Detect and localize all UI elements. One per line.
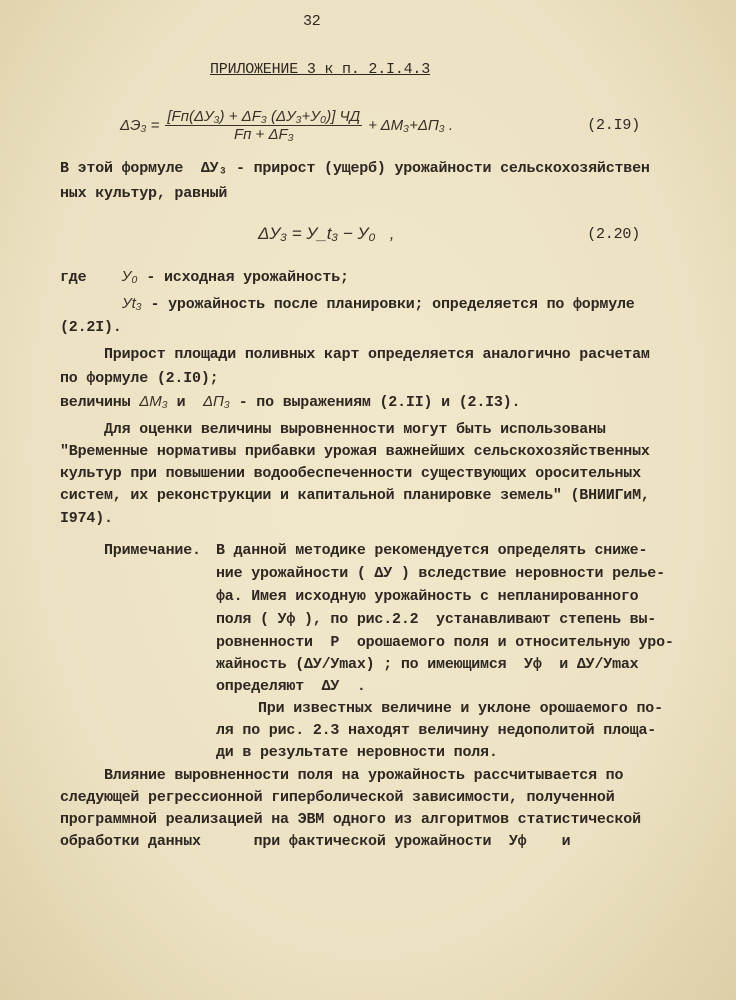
note-line: ровненности P орошаемого поля и относительную уро- — [216, 634, 674, 651]
text-line: Влияние выровненности поля на урожайность рассчитывается по — [104, 767, 624, 784]
note-label: Примечание. — [104, 542, 201, 559]
note-line: фа. Имея исходную урожайность с непланированного — [216, 588, 639, 605]
formula-rhs: + ΔM₃+ΔП₃ . — [368, 117, 454, 134]
text-line: культур при повышении водообеспеченности существующих оросительных — [60, 465, 641, 482]
formula-fraction — [165, 108, 362, 143]
text-line: Для оценки величины выровненности могут быть использованы — [104, 421, 606, 438]
page-number: 32 — [303, 13, 321, 30]
note-line: В данной методике рекомендуется определять сниже- — [216, 542, 648, 559]
formula-2-19 — [120, 108, 640, 143]
symbol: ΔП₃ — [202, 393, 230, 410]
note-line: определяют ΔУ . — [216, 678, 366, 695]
note-line: поля ( Уф ), по рис.2.2 устанавливают степень вы- — [216, 611, 657, 628]
text-line: ных культур, равный — [60, 185, 228, 202]
formula-lhs: ΔЭ₃ = — [120, 117, 160, 134]
text-line: по формуле (2.I0); — [60, 370, 219, 387]
text: величины — [60, 394, 131, 411]
where-label: где — [60, 269, 87, 286]
note-line: ние урожайности ( ΔУ ) вследствие неровности релье- — [216, 565, 665, 582]
text: и — [176, 394, 186, 411]
formula-label: (2.I9) — [587, 117, 640, 134]
note-line: ди в результате неровности поля. — [216, 744, 498, 761]
symbol-yt3: Уt₃ — [122, 295, 142, 312]
page-title: ПРИЛОЖЕНИЕ 3 к п. 2.I.4.3 — [210, 61, 431, 78]
text-line: программной реализацией на ЭВМ одного из алгоритмов статистической — [60, 811, 641, 828]
text-line: Прирост площади поливных карт определяется аналогично расчетам — [104, 346, 650, 363]
text-line: (2.2I). — [60, 319, 122, 336]
text-line: обработки данных при фактической урожайности Уф и — [60, 833, 571, 850]
note-line: При известных величине и уклоне орошаемого по- — [258, 700, 663, 717]
text-line: систем, их реконструкции и капитальной планировке земель" (ВНИИГиМ, — [60, 487, 650, 504]
note-line: жайность (ΔУ/Уmax) ; по имеющимся Уф и ΔУ/Уmax — [216, 656, 639, 673]
formula-2-20: ΔУ₃ = У_t₃ − У₀ , — [258, 224, 395, 243]
symbol-y0: У₀ — [121, 268, 138, 285]
definition-text: - исходная урожайность; — [146, 269, 349, 286]
formula-label: (2.20) — [587, 225, 640, 243]
text-line — [60, 393, 520, 411]
definition-yt3 — [122, 295, 635, 313]
text-line: следующей регрессионной гиперболической зависимости, полученной — [60, 789, 615, 806]
text-line: В этой формуле ΔУ₃ - прирост (ущерб) урожайности сельскохозяйствен — [60, 160, 650, 177]
formula-2-20-row — [258, 224, 640, 244]
text-line: I974). — [60, 510, 113, 527]
definition-y0 — [60, 268, 349, 286]
text-line: "Временные нормативы прибавки урожая важнейших сельскохозяйственных — [60, 443, 650, 460]
definition-text: - урожайность после планировки; определяется по формуле — [150, 296, 635, 313]
symbol: ΔM₃ — [139, 393, 168, 410]
note-line: ля по рис. 2.3 находят величину недополитой площа- — [216, 722, 657, 739]
denominator: Fп + ΔF₃ — [233, 126, 294, 143]
text: - по выражениям (2.II) и (2.I3). — [238, 394, 521, 411]
numerator: [Fп(ΔУ₃) + ΔF₃ (ΔУ₃+У₀)] ЧД — [167, 108, 361, 125]
